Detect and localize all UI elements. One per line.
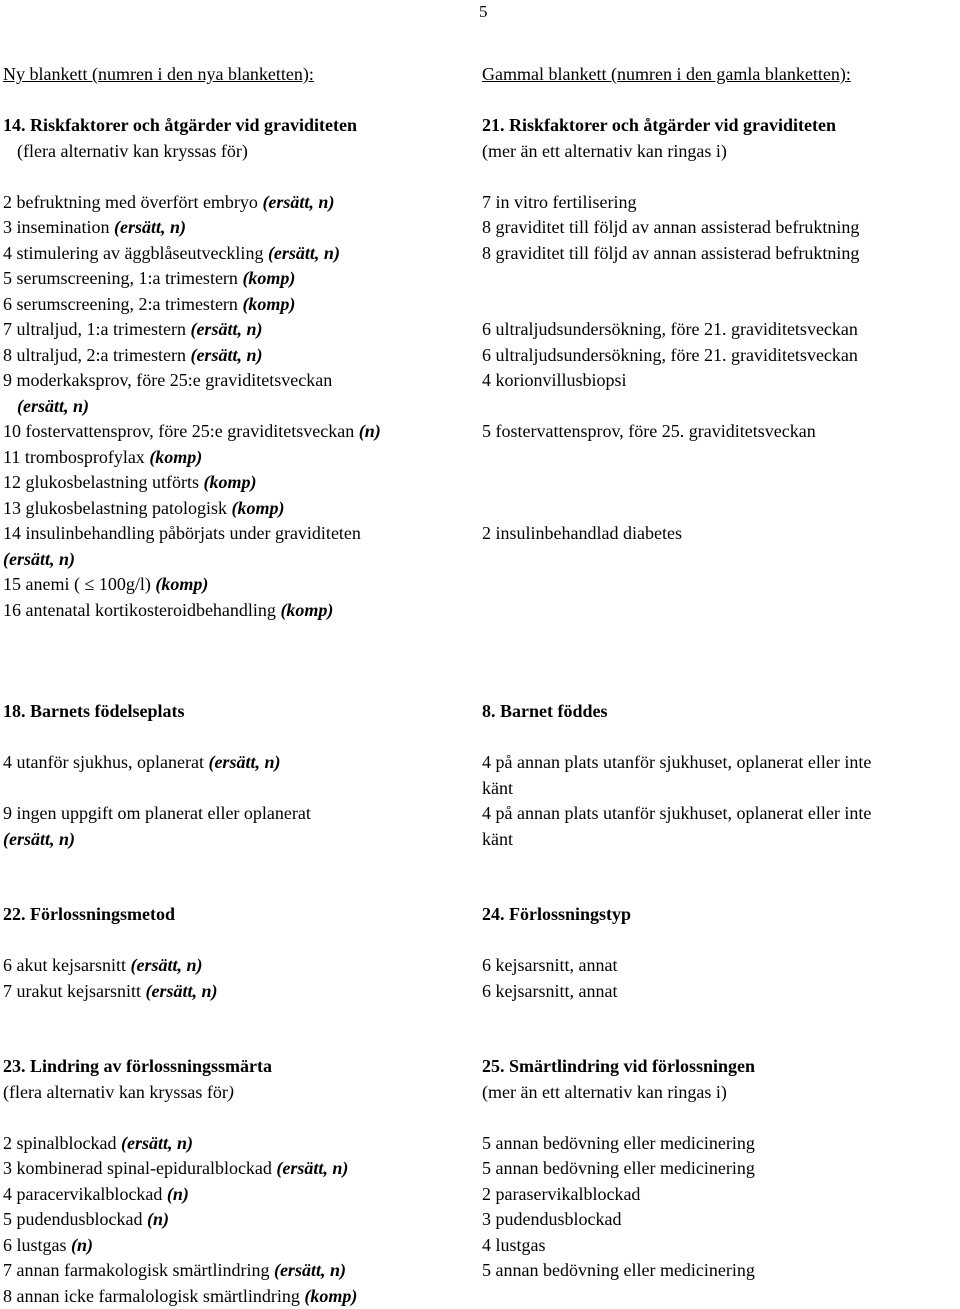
new-code-text: 4 utanför sjukhus, oplanerat xyxy=(3,752,209,772)
action-tag: (ersätt, n) xyxy=(267,242,340,263)
new-code-item xyxy=(3,292,295,318)
section-subtitle-new: (flera alternativ kan kryssas för) xyxy=(17,140,248,161)
mapping-row xyxy=(0,801,960,827)
new-code-text: 7 annan farmakologisk smärtlindring xyxy=(3,1260,274,1280)
new-code-text: 6 lustgas xyxy=(3,1234,72,1255)
section-delivery-method xyxy=(0,902,960,1004)
action-tag: (ersätt, n) xyxy=(262,191,335,212)
mapping-row xyxy=(0,445,960,471)
mapping-row xyxy=(0,470,960,496)
old-code-item: 6 ultraljudsundersökning, före 21. graviditetsveckan xyxy=(482,319,858,339)
mapping-row xyxy=(0,776,960,802)
action-tag: (n) xyxy=(146,1209,169,1229)
new-code-item xyxy=(3,1207,169,1233)
old-code-item: 6 kejsarsnitt, annat xyxy=(482,980,618,1001)
mapping-row xyxy=(0,572,960,598)
old-code-item: 5 annan bedövning eller medicinering xyxy=(482,1260,755,1280)
new-code-text: 5 pudendusblockad xyxy=(3,1209,147,1229)
new-code-item xyxy=(3,1233,93,1259)
mapping-row xyxy=(0,241,960,267)
mapping-row xyxy=(0,827,960,853)
mapping-row xyxy=(0,547,960,573)
new-code-item xyxy=(3,598,333,624)
action-tag: (ersätt, n) xyxy=(145,980,218,1001)
section-title-new: 18. Barnets födelseplats xyxy=(3,701,185,721)
new-code-item xyxy=(3,317,262,343)
mapping-row xyxy=(0,1156,960,1182)
new-code-text: 11 trombosprofylax xyxy=(3,446,150,467)
new-code-text: 2 spinalblockad xyxy=(3,1132,121,1153)
new-code-item xyxy=(3,827,75,853)
section-pain-relief xyxy=(0,1054,960,1309)
new-code-text: 14 insulinbehandling påbörjats under graviditeten xyxy=(3,523,361,543)
new-code-item xyxy=(3,496,285,522)
mapping-row xyxy=(0,496,960,522)
new-code-item xyxy=(3,979,217,1005)
section-risk-factors xyxy=(0,113,960,623)
mapping-row xyxy=(0,190,960,216)
action-tag: (ersätt, n) xyxy=(276,1158,349,1178)
new-code-text: 3 kombinerad spinal-epiduralblockad xyxy=(3,1158,277,1178)
new-code-item xyxy=(3,419,381,445)
new-code-item xyxy=(3,266,295,292)
mapping-rows xyxy=(0,1131,960,1309)
old-code-item: 2 paraservikalblockad xyxy=(482,1183,641,1204)
action-tag: (ersätt, n) xyxy=(3,828,75,849)
new-code-item xyxy=(3,953,202,979)
section-title-new: 22. Förlossningsmetod xyxy=(3,904,176,924)
old-code-item: 3 pudendusblockad xyxy=(482,1209,622,1229)
mapping-row xyxy=(0,419,960,445)
mapping-rows xyxy=(0,953,960,1004)
new-code-item xyxy=(3,801,311,827)
new-code-text: 6 serumscreening, 2:a trimestern xyxy=(3,293,243,314)
action-tag: (komp) xyxy=(242,293,296,314)
new-code-text: 15 anemi ( ≤ 100g/l) xyxy=(3,574,156,594)
action-tag: (ersätt, n) xyxy=(273,1260,346,1280)
action-tag: (n) xyxy=(166,1183,189,1204)
mapping-row xyxy=(0,1207,960,1233)
new-code-item xyxy=(3,241,340,267)
new-code-text: 5 serumscreening, 1:a trimestern xyxy=(3,268,243,288)
page-number: 5 xyxy=(479,2,488,21)
new-code-text: 10 fostervattensprov, före 25:e graviditetsveckan xyxy=(3,421,359,441)
mapping-row xyxy=(0,1182,960,1208)
section-title-old: 8. Barnet föddes xyxy=(482,701,608,721)
action-tag: (komp) xyxy=(231,497,285,518)
new-form-header: Ny blankett (numren i den nya blanketten): xyxy=(3,64,314,84)
new-code-item xyxy=(3,572,208,598)
old-code-item: 5 annan bedövning eller medicinering xyxy=(482,1158,755,1178)
action-tag: (n) xyxy=(71,1234,94,1255)
new-code-text: 9 ingen uppgift om planerat eller oplanerat xyxy=(3,803,311,823)
new-code-item xyxy=(3,1156,348,1182)
mapping-row xyxy=(0,215,960,241)
old-code-item: 8 graviditet till följd av annan assisterad befruktning xyxy=(482,242,860,263)
mapping-row xyxy=(0,317,960,343)
action-tag: (n) xyxy=(358,421,381,441)
subtitle-paren: ) xyxy=(227,1081,234,1102)
new-code-item xyxy=(3,368,332,394)
mapping-row xyxy=(0,598,960,624)
action-tag: (ersätt, n) xyxy=(3,548,75,569)
mapping-row xyxy=(0,292,960,318)
action-tag: (komp) xyxy=(304,1285,358,1306)
action-tag: (komp) xyxy=(242,268,296,288)
section-title-old: 25. Smärtlindring vid förlossningen xyxy=(482,1056,756,1076)
new-code-item xyxy=(3,1131,193,1157)
mapping-row xyxy=(0,953,960,979)
new-code-item xyxy=(3,1258,346,1284)
new-code-item xyxy=(3,750,280,776)
mapping-row xyxy=(0,1233,960,1259)
new-code-text: 8 annan icke farmalologisk smärtlindring xyxy=(3,1285,305,1306)
subtitle-text: (flera alternativ kan kryssas för xyxy=(3,1081,228,1102)
mapping-row xyxy=(0,750,960,776)
action-tag: (komp) xyxy=(155,574,209,594)
old-code-item: 5 fostervattensprov, före 25. graviditetsveckan xyxy=(482,421,816,441)
mapping-row xyxy=(0,343,960,369)
mapping-row xyxy=(0,521,960,547)
old-code-item: 5 annan bedövning eller medicinering xyxy=(482,1132,755,1153)
new-code-item xyxy=(3,547,75,573)
mapping-row xyxy=(0,1258,960,1284)
mapping-row xyxy=(0,1284,960,1309)
action-tag: (komp) xyxy=(280,599,334,620)
new-code-text: 8 ultraljud, 2:a trimestern xyxy=(3,344,191,365)
new-code-item xyxy=(3,343,262,369)
old-code-item: 2 insulinbehandlad diabetes xyxy=(482,523,682,543)
section-title-old: 24. Förlossningstyp xyxy=(482,904,632,924)
old-code-item: känt xyxy=(482,828,513,849)
new-code-item xyxy=(3,215,186,241)
old-code-item: 6 kejsarsnitt, annat xyxy=(482,955,618,975)
old-code-item: 6 ultraljudsundersökning, före 21. graviditetsveckan xyxy=(482,344,858,365)
action-tag: (komp) xyxy=(149,446,203,467)
mapping-rows xyxy=(0,190,960,624)
old-code-item: 4 lustgas xyxy=(482,1234,546,1255)
action-tag: (ersätt, n) xyxy=(190,344,263,365)
section-title-old: 21. Riskfaktorer och åtgärder vid graviditeten xyxy=(482,115,836,135)
new-code-item xyxy=(3,1182,189,1208)
mapping-rows xyxy=(0,750,960,852)
action-tag: (komp) xyxy=(203,472,257,492)
mapping-row xyxy=(0,394,960,420)
action-tag: (ersätt, n) xyxy=(120,1132,193,1153)
action-tag: (ersätt, n) xyxy=(190,319,263,339)
column-headers xyxy=(0,62,960,88)
old-code-item: 4 på annan plats utanför sjukhuset, oplanerat eller inte xyxy=(482,752,872,772)
new-code-item xyxy=(3,394,89,420)
old-form-header: Gammal blankett (numren i den gamla blanketten): xyxy=(482,64,851,84)
new-code-item xyxy=(3,445,202,471)
new-code-text: 4 paracervikalblockad xyxy=(3,1183,167,1204)
old-code-item: 8 graviditet till följd av annan assisterad befruktning xyxy=(482,217,860,237)
new-code-text: 16 antenatal kortikosteroidbehandling xyxy=(3,599,281,620)
new-code-text: 13 glukosbelastning patologisk xyxy=(3,497,232,518)
new-code-text: 7 urakut kejsarsnitt xyxy=(3,980,146,1001)
new-code-item xyxy=(3,190,334,216)
new-code-text: 2 befruktning med överfört embryo xyxy=(3,191,263,212)
old-code-item: 7 in vitro fertilisering xyxy=(482,191,637,212)
mapping-row xyxy=(0,266,960,292)
old-code-item: 4 korionvillusbiopsi xyxy=(482,370,627,390)
action-tag: (ersätt, n) xyxy=(130,955,203,975)
action-tag: (ersätt, n) xyxy=(17,395,89,416)
section-title-new: 14. Riskfaktorer och åtgärder vid graviditeten xyxy=(3,115,357,135)
new-code-text: 3 insemination xyxy=(3,217,114,237)
new-code-text: 7 ultraljud, 1:a trimestern xyxy=(3,319,191,339)
section-birthplace xyxy=(0,699,960,852)
section-subtitle-old: (mer än ett alternativ kan ringas i) xyxy=(482,140,727,161)
section-subtitle-old: (mer än ett alternativ kan ringas i) xyxy=(482,1081,727,1102)
new-code-text: 6 akut kejsarsnitt xyxy=(3,955,131,975)
action-tag: (ersätt, n) xyxy=(114,217,186,237)
mapping-row xyxy=(0,979,960,1005)
old-code-item: känt xyxy=(482,777,513,798)
old-code-item: 4 på annan plats utanför sjukhuset, oplanerat eller inte xyxy=(482,803,872,823)
action-tag: (ersätt, n) xyxy=(208,752,281,772)
new-code-text: 9 moderkaksprov, före 25:e graviditetsveckan xyxy=(3,370,333,390)
section-title-new: 23. Lindring av förlossningssmärta xyxy=(3,1056,273,1076)
new-code-text: 4 stimulering av äggblåseutveckling xyxy=(3,242,268,263)
mapping-row xyxy=(0,368,960,394)
new-code-text: 12 glukosbelastning utförts xyxy=(3,472,204,492)
section-subtitle-new xyxy=(3,1080,234,1106)
new-code-item xyxy=(3,470,257,496)
mapping-row xyxy=(0,1131,960,1157)
new-code-item xyxy=(3,1284,357,1309)
new-code-item xyxy=(3,521,361,547)
